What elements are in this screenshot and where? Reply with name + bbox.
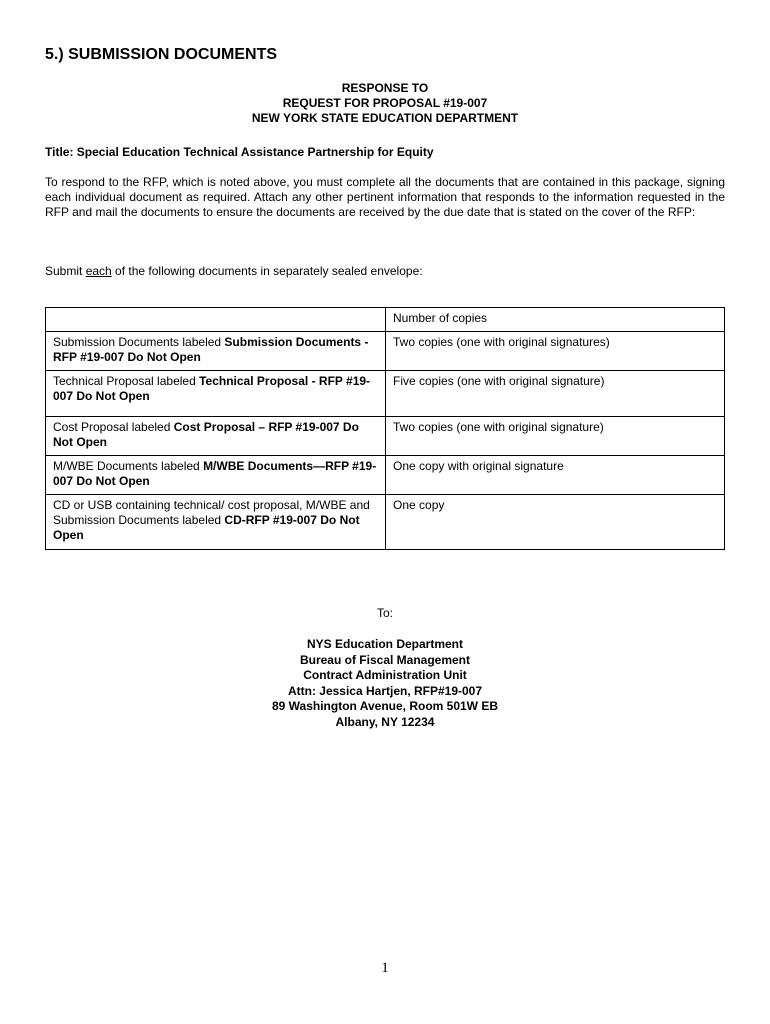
copies-cell: Two copies (one with original signatures) [386,332,725,371]
document-envelope-label: Technical Proposal - RFP #19-007 Do Not Open [53,374,371,403]
copies-cell: One copy with original signature [386,456,725,495]
address-line-4: Attn: Jessica Hartjen, RFP#19-007 [287,683,483,698]
document-label: M/WBE Documents labeled [53,459,204,473]
document-cell [46,332,386,371]
rfp-title: Title: Special Education Technical Assistance Partnership for Equity [45,145,434,159]
document-cell [46,456,386,495]
mailing-address [0,637,770,730]
table-row [46,417,725,456]
submit-instruction [45,264,423,278]
document-cell [46,371,386,417]
document-label: Submission Documents labeled [53,335,225,349]
submit-text-underlined: each [85,264,112,278]
submit-text-before: Submit [45,264,86,278]
address-line-3: Contract Administration Unit [303,668,467,682]
table-row [46,456,725,495]
response-line-3: NEW YORK STATE EDUCATION DEPARTMENT [251,111,519,125]
document-cell [46,417,386,456]
table-header-cell-empty [46,308,386,332]
document-label: Technical Proposal labeled [53,374,200,388]
document-envelope-label: Cost Proposal – RFP #19-007 Do Not Open [53,420,359,449]
table-row [46,332,725,371]
copies-cell: One copy [386,495,725,550]
document-envelope-label: M/WBE Documents—RFP #19-007 Do Not Open [53,459,377,488]
document-envelope-label: CD-RFP #19-007 Do Not Open [53,513,360,542]
page-number: 1 [381,960,389,976]
table-header-copies: Number of copies [386,308,725,332]
table-header-row [46,308,725,332]
section-title: 5.) SUBMISSION DOCUMENTS [45,46,278,63]
document-cell [46,495,386,550]
address-line-1: NYS Education Department [306,637,464,651]
address-line-6: Albany, NY 12234 [335,714,435,729]
document-envelope-label: Submission Documents - RFP #19-007 Do Not Open [53,335,369,364]
copies-cell: Five copies (one with original signature) [386,371,725,417]
address-line-5: 89 Washington Avenue, Room 501W EB [271,699,499,713]
intro-paragraph: To respond to the RFP, which is noted above, you must complete all the documents that are contained in this package, signing each individual document as required. Attach any other pertinent information that responds to the information requested in the RFP and mail the documents to ensure the documents are received by the due date that is stated on the cover of the RFP: [45,175,725,220]
table-row [46,495,725,550]
copies-cell: Two copies (one with original signature) [386,417,725,456]
table-row [46,371,725,417]
response-header [0,81,770,126]
document-label: CD or USB containing technical/ cost proposal, M/WBE and Submission Documents labeled [53,498,370,527]
documents-table [45,307,725,550]
response-line-1: RESPONSE TO [341,81,429,95]
document-label: Cost Proposal labeled [53,420,174,434]
response-line-2: REQUEST FOR PROPOSAL #19-007 [282,96,488,110]
submit-text-after: of the following documents in separately sealed envelope: [111,264,423,278]
to-label: To: [376,606,393,620]
address-line-2: Bureau of Fiscal Management [299,652,471,667]
